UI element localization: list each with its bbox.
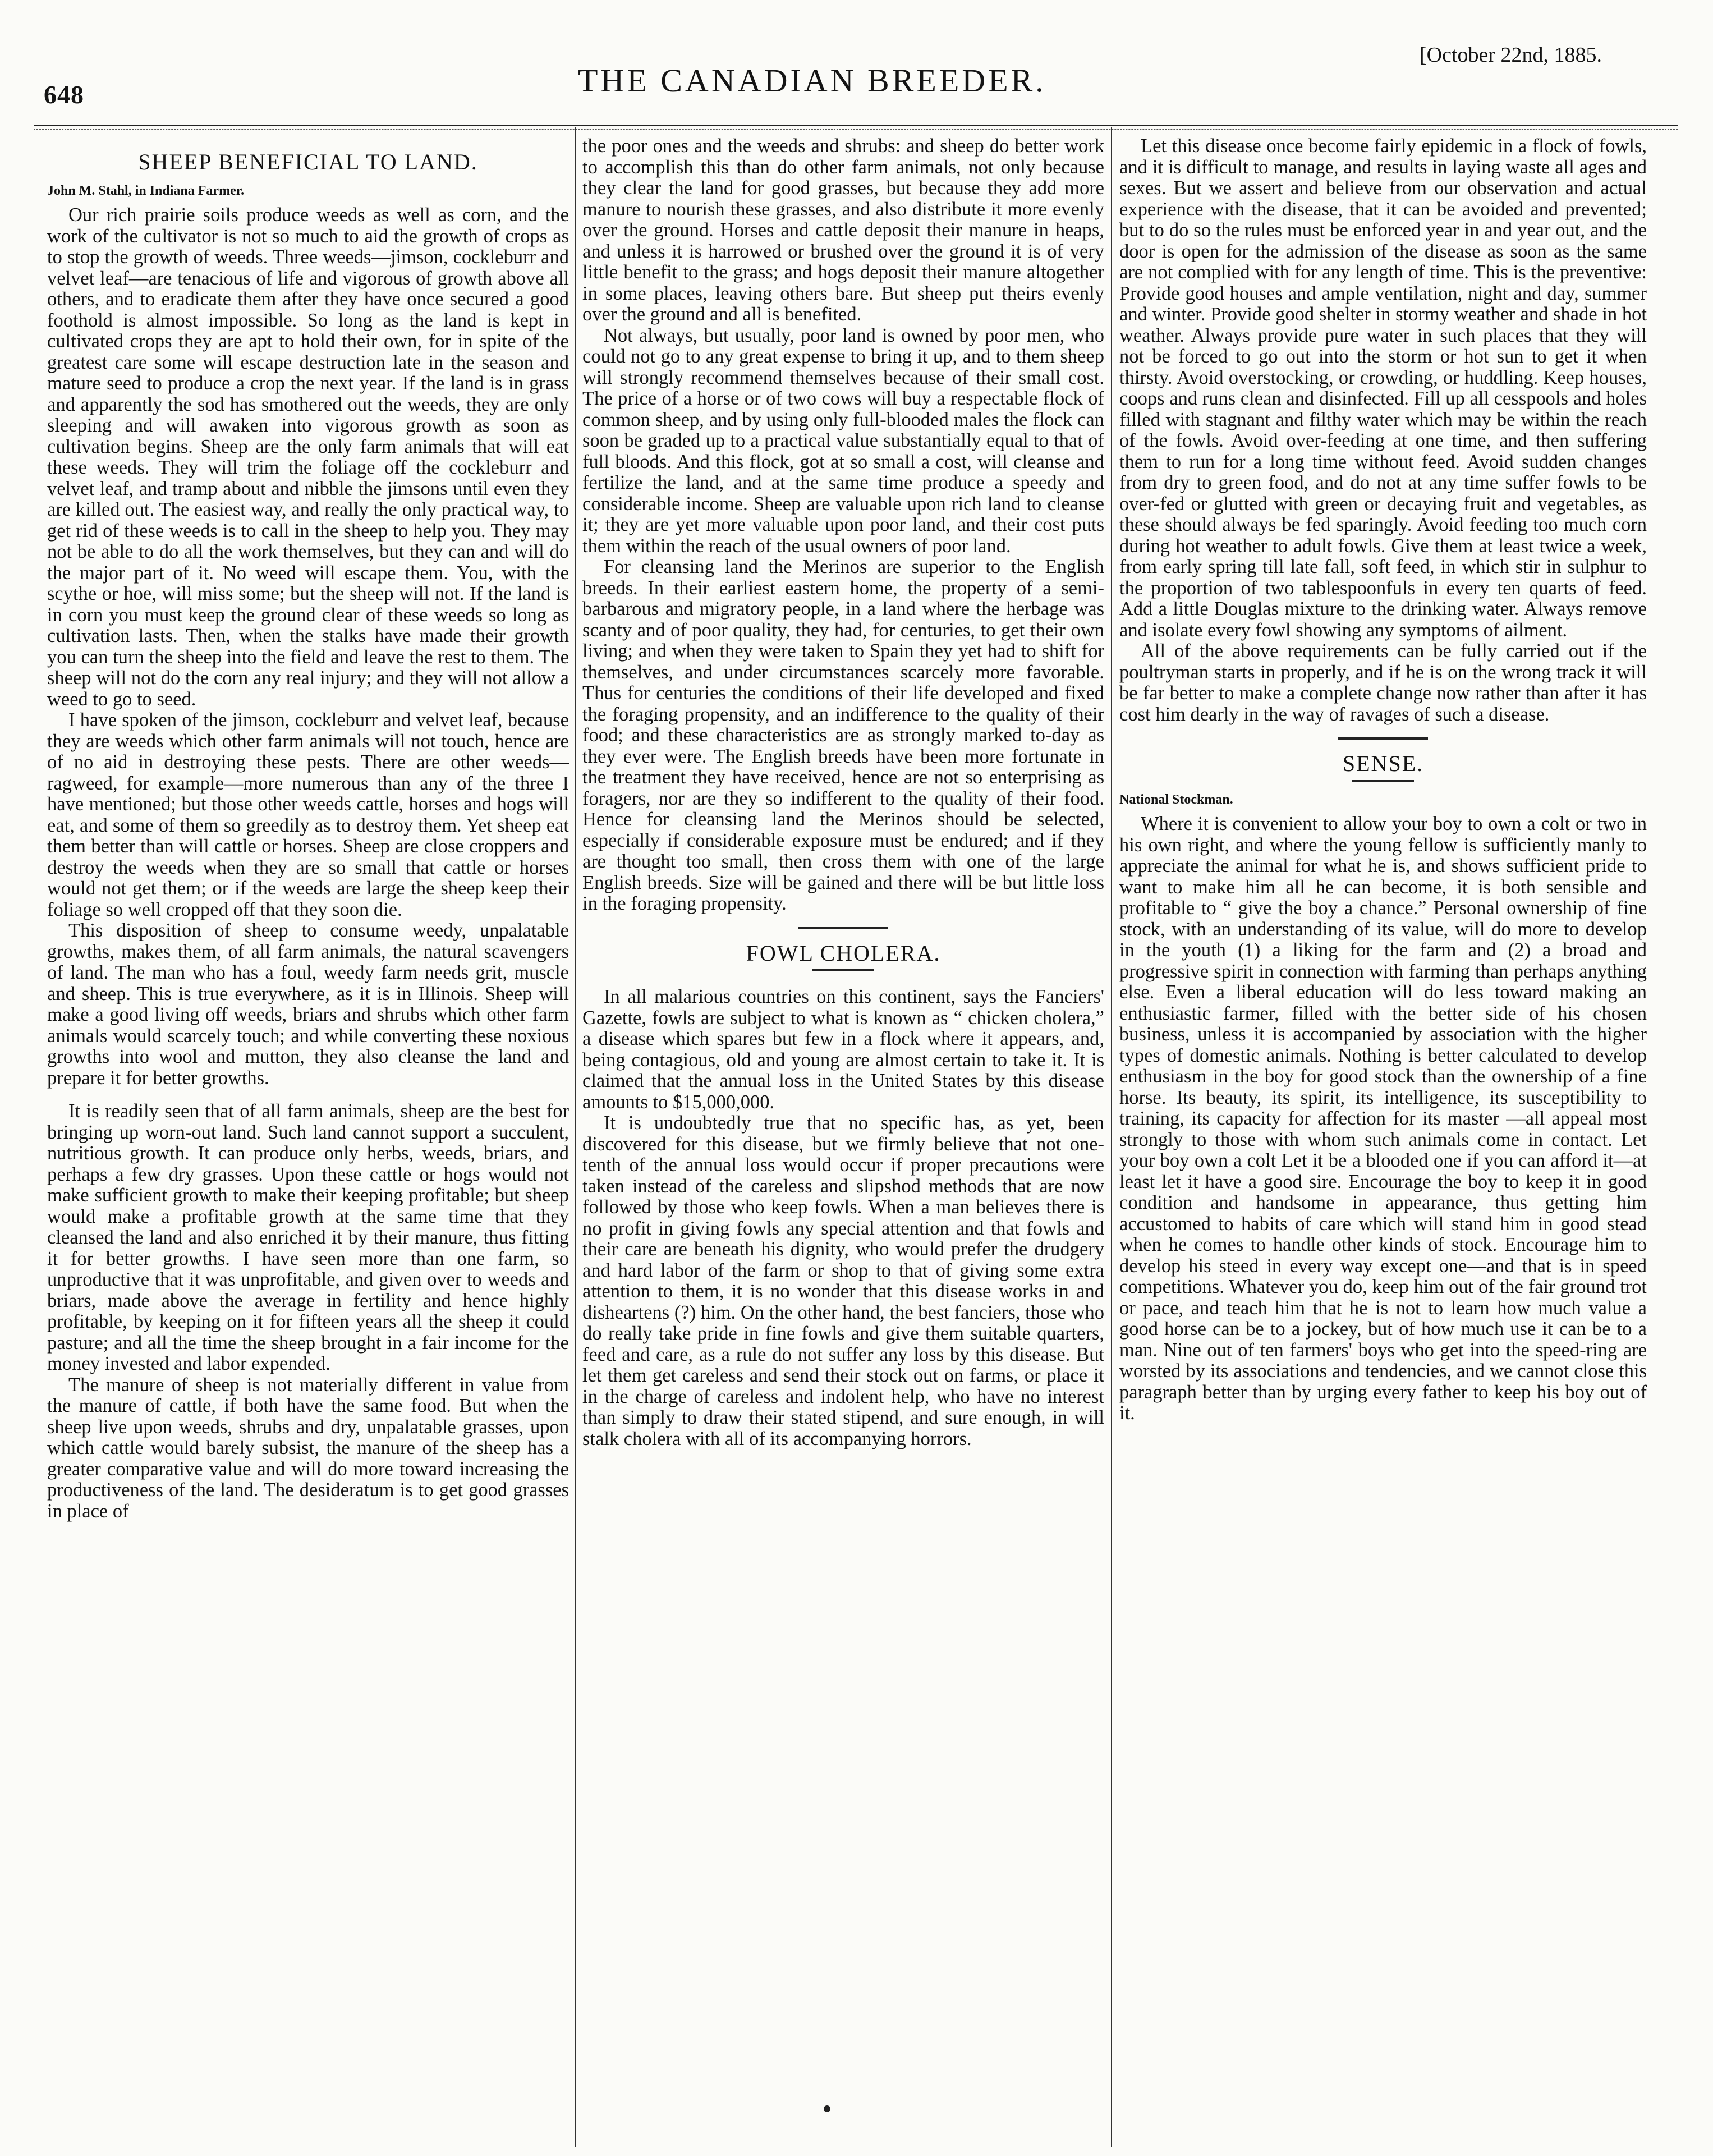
paragraph: Let this disease once become fairly epidemic in a flock of fowls, and it is difficult to manage, and results in laying waste all ages and sexes. But we assert and believe from our observation and actual experience with the disease, that it can be avoided and prevented; but to do so the rules must be enforced year in and year out, and the door is open for the admission of the disease as soon as the same are not complied with for any length of time. This is the preventive: Provide good houses and ample ventilation, night and day, summer and winter. Provide good shelter in stormy weather and shade in hot weather. Always provide pure water in such places that they will not be forced to go out into the storm or hot sun to get it when thirsty. Avoid overstocking, or crowding, or huddling. Keep houses, coops and runs clean and disinfected. Fill up all cesspools and holes filled with stagnant and filthy water which may be within the reach of the fowls. Avoid over-feeding at one time, and then suffering them to run for a long time without feed. Avoid sudden changes from dry to green food, and do not at any time suffer fowls to be over-fed or glutted with green or decaying fruit and vegetables, as these should always be fed sparingly. Avoid feeding too much corn during hot weather to adult fowls. Give them at least twice a week, from early spring till late fall, soft feed, in which stir in sulphur to the proportion of two tablespoonfuls in every ten quarts of feed. Add a little Douglas mixture to the drinking water. Always remove and isolate every fowl showing any symptoms of ailment. xyxy=(1119,135,1647,641)
title-underline xyxy=(812,969,874,971)
title-underline xyxy=(1352,780,1414,782)
paragraph: Our rich prairie soils produce weeds as well as corn, and the work of the cultivator is not so much to aid the growth of crops as to stop the growth of weeds. Three weeds—jimson, cockleburr and velvet leaf—are tenacious of life and vigorous of growth above all others, and to eradicate them after they have once secured a good foothold is almost impossible. So long as the land is kept in cultivated crops they are apt to hold their own, for in spite of the greatest care some will escape destruction late in the season and mature seed to produce a crop the next year. If the land is in grass and apparently the sod has smothered out the weeds, they are only sleeping and will awaken into vigorous growth as soon as cultivation begins. Sheep are the only farm animals that will eat these weeds. They will trim the foliage off the cockleburr and velvet leaf, and tramp about and nibble the jimsons until even they are killed out. The easiest way, and really the only practical way, to get rid of these weeds is to call in the sheep to help you. They may not be able to do all the work themselves, but they can and will do the major part of it. No weed will escape them. You, with the scythe or hoe, will miss some; but the sheep will not. If the land is in corn you must keep the ground clear of these weeds so long as cultivation lasts. Then, when the stalks have made their growth you can turn the sheep into the field and leave the rest to them. The sheep will not do the corn any real injury; and they will not allow a weed to go to seed. xyxy=(47,204,569,710)
column-divider-2 xyxy=(1111,127,1112,2147)
masthead-title: THE CANADIAN BREEDER. xyxy=(578,62,1046,99)
column-divider-1 xyxy=(575,127,576,2147)
column-3 xyxy=(1119,128,1647,2131)
article-title-sense: SENSE. xyxy=(1342,751,1424,776)
paragraph: It is undoubtedly true that no specific has, as yet, been discovered for this disease, but we firmly believe that not one-tenth of the annual loss would occur if proper precautions were taken instead of the careless and slipshod methods that are now followed by those who keep fowls. When a man believes there is no profit in giving fowls any special attention and that fowls and their care are beneath his dignity, who would prefer the drudgery and hard labor of the farm or shop to that of giving some extra attention to them, it is no wonder that this disease works in and disheartens (?) him. On the other hand, the best fanciers, those who do really take pride in fine fowls and give them suitable quarters, feed and care, as a rule do not suffer any loss by this disease. But let them get careless and send their stock out on farms, or place it in the charge of careless and indolent help, who have no interest than simply to draw their stated stipend, and sure enough, in will stalk cholera with all of its accompanying horrors. xyxy=(582,1112,1104,1449)
section-divider xyxy=(798,927,888,929)
paragraph: The manure of sheep is not materially different in value from the manure of cattle, if both have the same food. But when the sheep live upon weeds, shrubs and dry, unpalatable grasses, upon which cattle would barely subsist, the manure of the sheep has a greater comparative value and will do more toward increasing the productiveness of the land. The desideratum is to get good grasses in place of xyxy=(47,1374,569,1522)
article-source-sense: National Stockman. xyxy=(1119,792,1233,807)
paragraph: Where it is convenient to allow your boy to own a colt or two in his own right, and where the young fellow is sufficiently manly to appreciate the animal for what he is, and shows sufficient pride to want to make him all he can become, it is both sensible and profitable to “ give the boy a chance.” Personal ownership of fine stock, with an understanding of its value, will do more to develop in the youth (1) a liking for the farm and (2) a broad and progressive spirit in connection with farming than perhaps anything else. Even a liberal education will do less toward making an enthusiastic farmer, filled with the better side of his chosen business, unless it is accompanied by association with the higher types of domestic animals. Nothing is better calculated to develop enthusiasm in the boy for good stock than the ownership of a fine horse. Its beauty, its spirit, its intelligence, its susceptibility to training, its capacity for affection for its master —all appeal most strongly to those with whom such animals come in contact. Let your boy own a colt Let it be a blooded one if you can afford it—at least let it have a good sire. Encourage the boy to keep it in good condition and handsome in appearance, thus getting him accustomed to habits of care which will stand him in good stead when he comes to handle other kinds of stock. Encourage him to develop his steed in every way except one—and that is in speed competitions. Whatever you do, keep him out of the fair ground trot or pace, and teach him that he is not to learn how much value a good horse can be to a jockey, but of how much use it can be to a man. Nine out of ten farmers' boys who get into the speed-ring are worsted by its associations and tendencies, and we cannot close this paragraph better than by urging every father to keep his boy out of it. xyxy=(1119,813,1647,1424)
paragraph: All of the above requirements can be fully carried out if the poultryman starts in properly, and if he is on the wrong track it will be far better to make a complete change now rather than after it has cost him dearly in the way of ravages of such a disease. xyxy=(1119,640,1647,725)
column-2 xyxy=(582,128,1104,2131)
page-end-mark xyxy=(824,2105,830,2112)
paragraph: Not always, but usually, poor land is owned by poor men, who could not go to any great expense to bring it up, and to them sheep will strongly recommend themselves because of their small cost. The price of a horse or of two cows will buy a respectable flock of common sheep, and by using only full-blooded males the flock can soon be graded up to a practical value substantially equal to that of full bloods. And this flock, got at so small a cost, will cleanse and fertilize the land, and at the same time produce a speedy and considerable income. Sheep are valuable upon rich land to cleanse it; they are yet more valuable upon poor land, and their cost puts them within the reach of the usual owners of poor land. xyxy=(582,324,1104,557)
header-rule xyxy=(34,125,1678,126)
paragraph: the poor ones and the weeds and shrubs: and sheep do better work to accomplish this than do other farm animals, not only because they clear the land for good grasses, but because they add more manure to nourish these grasses, and also distribute it more evenly over the ground. Horses and cattle deposit their manure in heaps, and unless it is harrowed or brushed over the ground it is of very little benefit to the grass; and hogs deposit their manure altogether in some places, leaving others bare. But sheep put theirs evenly over the ground and all is benefited. xyxy=(582,135,1104,325)
paragraph: For cleansing land the Merinos are superior to the English breeds. In their earliest eastern home, the property of a semi-barbarous and migratory people, in a land where the herbage was scanty and of poor quality, they had, for centuries, to get their own living; and when they were taken to Spain they yet had to shift for themselves, and under circumstances scarcely more favorable. Thus for centuries the conditions of their life developed and fixed the foraging propensity, and an indifference to the quality of their food; and these characteristics are as strongly marked to-day as they ever were. The English breeds have been more fortunate in the treatment they have received, hence are not so enterprising as foragers, nor are they so indifferent to the quality of their food. Hence for cleansing land the Merinos should be selected, especially if considerable exposure must be endured; and if they are thought too small, then cross them with one of the large English breeds. Size will be gained and there will be but little loss in the foraging propensity. xyxy=(582,556,1104,914)
section-divider xyxy=(1338,737,1428,740)
paragraph: This disposition of sheep to consume weedy, unpalatable growths, makes them, of all farm animals, the natural scavengers of land. The man who has a foul, weedy farm needs grit, muscle and sheep. This is true everywhere, as it is in Illinois. Sheep will make a good living off weeds, briars and shrubs which other farm animals would scarcely touch; and while converting these noxious growths into wool and mutton, they also cleanse the land and prepare it for better growths. xyxy=(47,920,569,1089)
article-source-sheep: John M. Stahl, in Indiana Farmer. xyxy=(47,183,245,198)
column-1 xyxy=(47,128,569,2131)
article-title-sheep: SHEEP BENEFICIAL TO LAND. xyxy=(138,149,478,175)
article-title-fowl: FOWL CHOLERA. xyxy=(746,940,941,966)
paragraph: It is readily seen that of all farm animals, sheep are the best for bringing up worn-out land. Such land cannot support a succulent, nutritious growth. It can produce only herbs, weeds, briars, and perhaps a few dry grasses. Upon these cattle or hogs would not make sufficient growth to make their keeping profitable; but sheep would make a profitable growth at the same time that they cleansed the land and also enriched it by their manure, thus fitting it for better growths. I have seen more than one farm, so unproductive that it was unprofitable, and given over to weeds and briars, made above the average in fertility and hence highly profitable, by keeping on it for fifteen years all the sheep it could pasture; and all the time the sheep brought in a fair income for the money invested and labor expended. xyxy=(47,1100,569,1374)
issue-date: [October 22nd, 1885. xyxy=(1420,43,1602,67)
paragraph: In all malarious countries on this continent, says the Fanciers' Gazette, fowls are subject to what is known as “ chicken cholera,” a disease which spares but few in a flock where it appears, and, being contagious, old and young are almost certain to take it. It is claimed that the annual loss in the United States by this disease amounts to $15,000,000. xyxy=(582,986,1104,1113)
page-number: 648 xyxy=(44,80,84,109)
paragraph: I have spoken of the jimson, cockleburr and velvet leaf, because they are weeds which other farm animals will not touch, hence are of no aid in destroying these pests. There are other weeds—ragweed, for example—more numerous than any of the three I have mentioned; but those other weeds cattle, horses and hogs will eat, and some of them so greedily as to destroy them. Yet sheep eat them better than will cattle or horses. Sheep are close croppers and destroy the weeds when they are so small that cattle or horses would not get them; or if the weeds are large the sheep keep their foliage so well cropped off that they soon die. xyxy=(47,709,569,920)
